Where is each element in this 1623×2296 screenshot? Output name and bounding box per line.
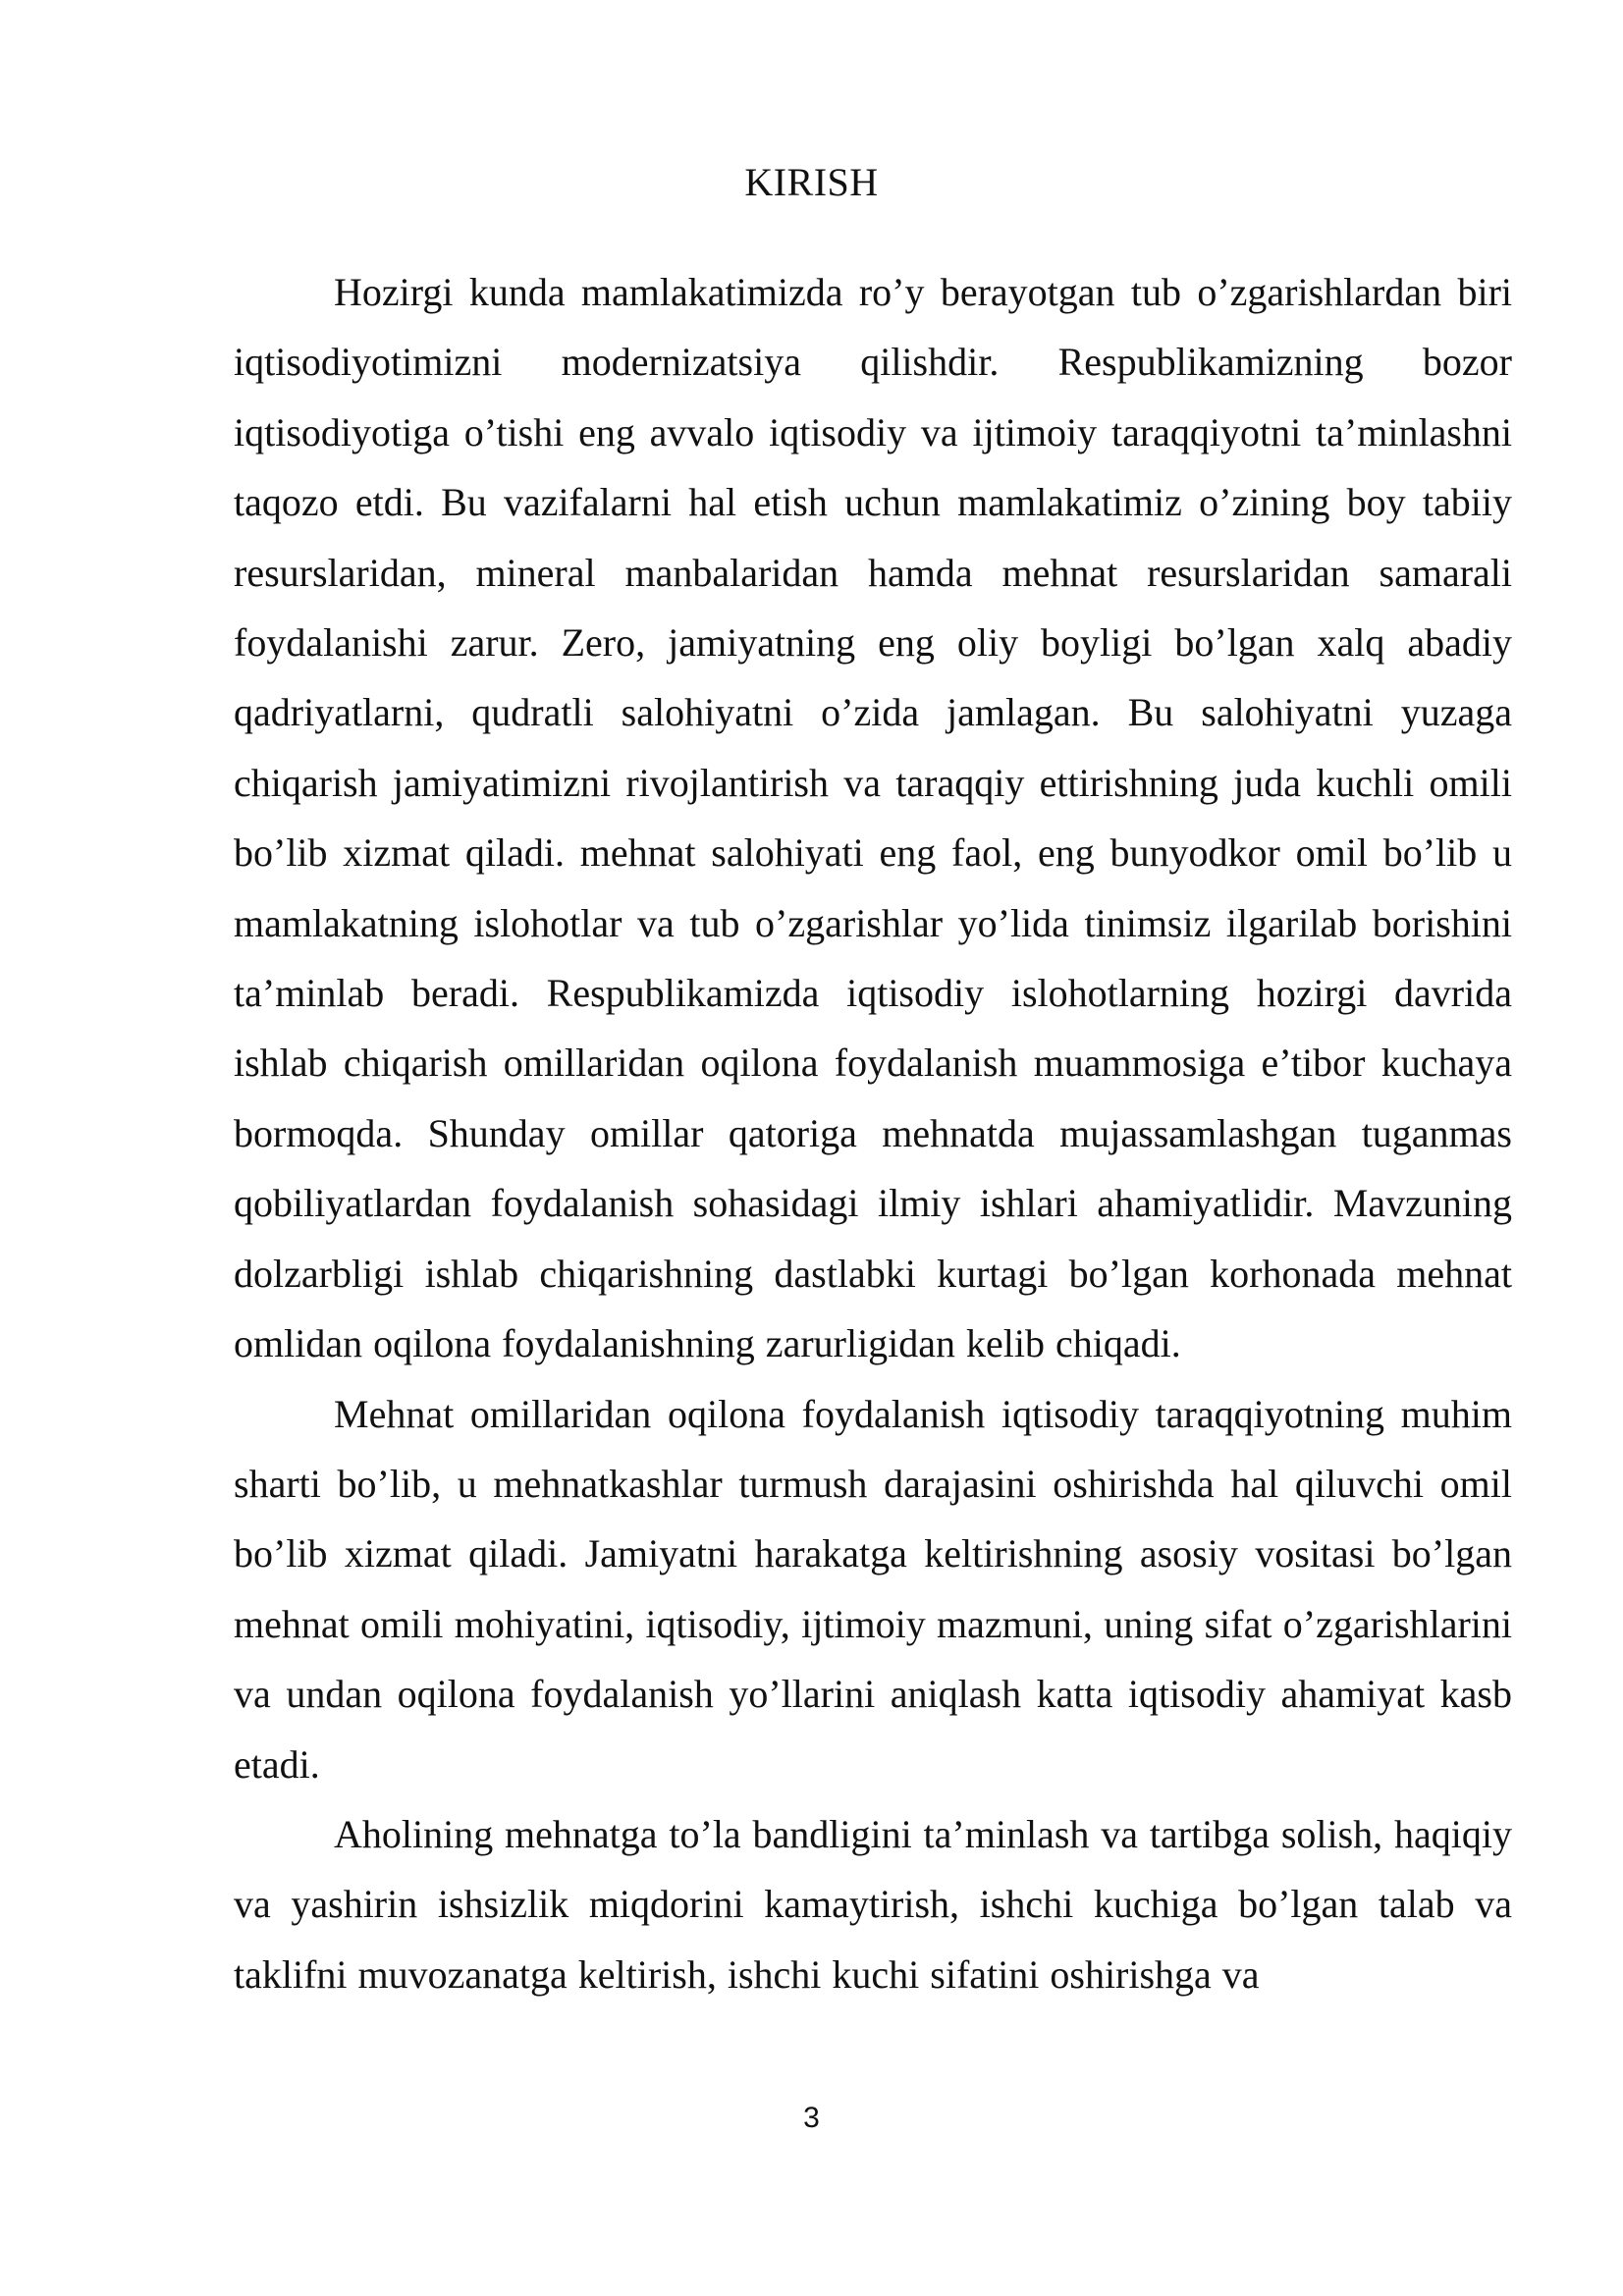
page-number: 3 [803,2102,820,2134]
section-heading: KIRISH [744,160,879,204]
body-text [234,257,1512,2009]
paragraph-1: Hozirgi kunda mamlakatimizda ro’y berayotgan tub o’zgarishlardan biri iqtisodiyotimizni modernizatsiya qilishdir. Respublikamizning bozor iqtisodiyotiga o’tishi eng avvalo iqtisodiy va ijtimoiy taraqqiyotni ta’minlashni taqozo etdi. Bu vazifalarni hal etish uchun mamlakatimiz o’zining boy tabiiy resurslaridan, mineral manbalaridan hamda mehnat resurslaridan samarali foydalanishi zarur. Zero, jamiyatning eng oliy boyligi bo’lgan xalq abadiy qadriyatlarni, qudratli salohiyatni o’zida jamlagan. Bu salohiyatni yuzaga chiqarish jamiyatimizni rivojlantirish va taraqqiy ettirishning juda kuchli omili bo’lib xizmat qiladi. mehnat salohiyati eng faol, eng bunyodkor omil bo’lib u mamlakatning islohotlar va tub o’zgarishlar yo’lida tinimsiz ilgarilab borishini ta’minlab beradi. Respublikamizda iqtisodiy islohotlarning hozirgi davrida ishlab chiqarish omillaridan oqilona foydalanish muammosiga e’tibor kuchaya bormoqda. Shunday omillar qatoriga mehnatda mujassamlashgan tuganmas qobiliyatlardan foydalanish sohasidagi ilmiy ishlari ahamiyatlidir. Mavzuning dolzarbligi ishlab chiqarishning dastlabki kurtagi bo’lgan korhonada mehnat omlidan oqilona foydalanishning zarurligidan kelib chiqadi. [234,270,1512,1366]
paragraph-3: Aholining mehnatga to’la bandligini ta’minlash va tartibga solish, haqiqiy va yashirin ishsizlik miqdorini kamaytirish, ishchi kuchiga bo’lgan talab va taklifni muvozanatga keltirish, ishchi kuchi sifatini oshirishga va [234,1811,1512,1997]
paragraph-2: Mehnat omillaridan oqilona foydalanish iqtisodiy taraqqiyotning muhim sharti bo’lib, u mehnatkashlar turmush darajasini oshirishda hal qiluvchi omil bo’lib xizmat qiladi. Jamiyatni harakatga keltirishning asosiy vositasi bo’lgan mehnat omili mohiyatini, iqtisodiy, ijtimoiy mazmuni, uning sifat o’zgarishlarini va undan oqilona foydalanish yo’llarini aniqlash katta iqtisodiy ahamiyat kasb etadi. [234,1391,1512,1787]
